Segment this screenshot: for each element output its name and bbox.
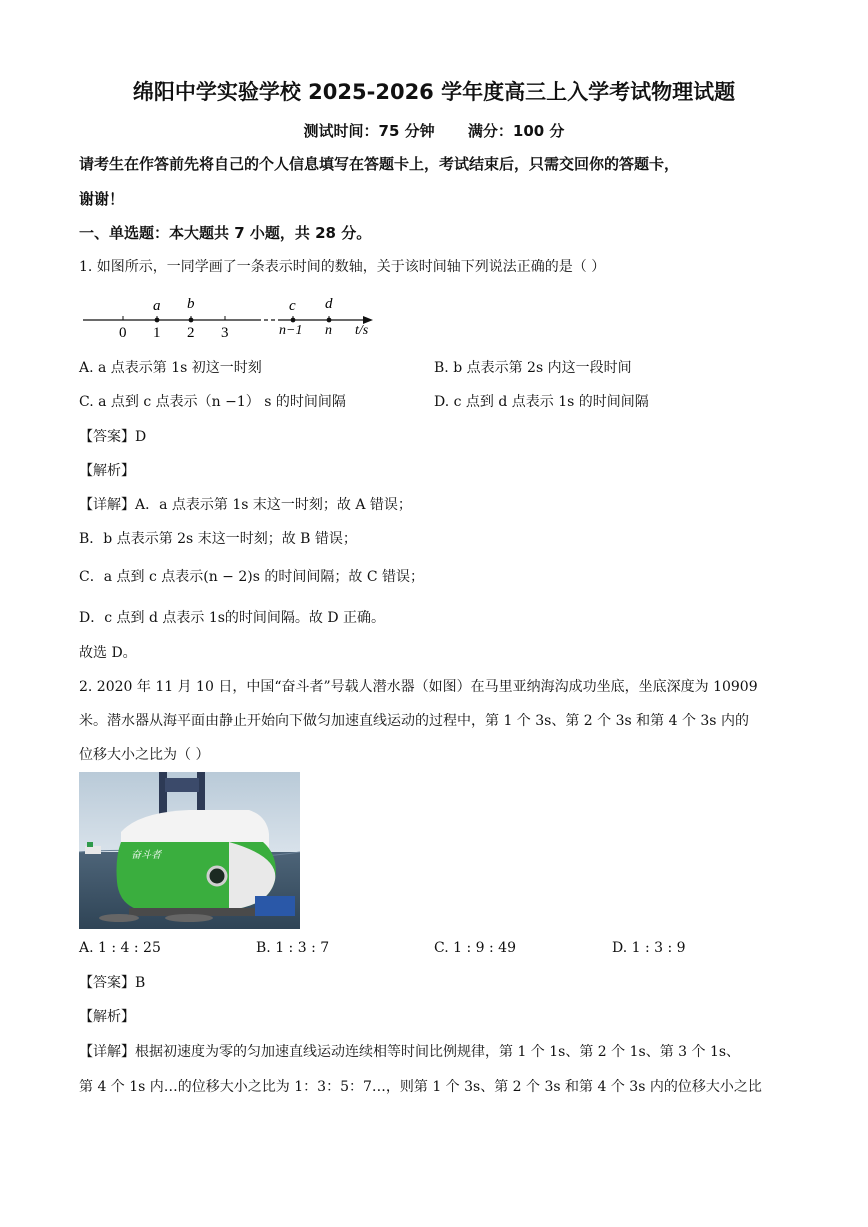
point-b <box>189 318 194 323</box>
notice-line-2: 谢谢！ <box>79 190 125 208</box>
sub-viewport <box>208 867 226 885</box>
exam-score: 满分：100 分 <box>467 122 565 140</box>
q2-stem-line-3: 位移大小之比为（ ） <box>79 747 210 763</box>
q2-option-b: B. 1 : 3 : 7 <box>256 940 330 956</box>
q1-detail-2: B．b 点表示第 2s 末这一时刻；故 B 错误； <box>79 531 357 547</box>
label-d: d <box>325 296 333 312</box>
q1-option-a: A. a 点表示第 1s 初这一时刻 <box>79 360 262 376</box>
label-a: a <box>153 298 161 314</box>
q2-detail-2: 第 4 个 1s 内…的位移大小之比为 1：3：5：7…，则第 1 个 3s、第 2 个 3s 和第 4 个 3s 内的位移大小之比 <box>79 1079 762 1095</box>
point-d <box>327 318 332 323</box>
distant-ship <box>85 846 101 854</box>
q1-analysis-label: 【解析】 <box>79 463 135 479</box>
exam-time: 测试时间：75 分钟 <box>303 122 435 140</box>
q2-option-a: A. 1 : 4 : 25 <box>79 940 161 956</box>
submersible-photo <box>79 772 300 929</box>
q1-detail-4: D．c 点到 d 点表示 1s的时间间隔。故 D 正确。 <box>79 610 386 626</box>
q1-answer: 【答案】D <box>79 429 147 445</box>
float-right <box>165 914 213 922</box>
sub-name-lettering: 奋斗者 <box>131 850 161 861</box>
q2-detail-1: 【详解】根据初速度为零的匀加速直线运动连续相等时间比例规律，第 1 个 1s、第 2 个 1s、第 3 个 1s、 <box>79 1044 741 1060</box>
q2-option-d: D. 1 : 3 : 9 <box>612 940 686 956</box>
equipment-box <box>255 896 295 916</box>
section-heading: 一、单选题：本大题共 7 小题，共 28 分。 <box>79 224 372 242</box>
q1-detail-1: 【详解】A．a 点表示第 1s 末这一时刻；故 A 错误； <box>79 497 412 513</box>
label-b: b <box>187 296 195 312</box>
point-a <box>155 318 160 323</box>
q1-option-c: C. a 点到 c 点表示（n −1） s 的时间间隔 <box>79 394 346 410</box>
point-c <box>291 318 296 323</box>
time-axis-figure <box>79 290 379 340</box>
tick-label-2: 2 <box>187 325 195 340</box>
tick-label-1: 1 <box>153 325 161 340</box>
exam-subtitle <box>0 120 868 141</box>
q2-stem-line-1: 2. 2020 年 11 月 10 日，中国“奋斗者”号载人潜水器（如图）在马里亚纳海沟成功坐底，坐底深度为 10909 <box>79 679 758 695</box>
q2-option-c: C. 1 : 9 : 49 <box>434 940 516 956</box>
q2-answer: 【答案】B <box>79 975 146 991</box>
tick-label-n-1: n−1 <box>279 323 303 338</box>
q1-detail-5: 故选 D。 <box>79 645 137 661</box>
q2-stem-line-2: 米。潜水器从海平面由静止开始向下做匀加速直线运动的过程中，第 1 个 3s、第 2 个 3s 和第 4 个 3s 内的 <box>79 713 749 729</box>
tick-label-n: n <box>325 323 332 338</box>
tick-label-3: 3 <box>221 325 229 340</box>
q1-option-b: B. b 点表示第 2s 内这一段时间 <box>434 360 632 376</box>
notice-line-1: 请考生在作答前先将自己的个人信息填写在答题卡上，考试结束后，只需交回你的答题卡， <box>79 155 680 173</box>
distant-ship-top <box>87 842 93 847</box>
q1-detail-3: C．a 点到 c 点表示(n − 2)s 的时间间隔；故 C 错误； <box>79 569 424 585</box>
q2-analysis-label: 【解析】 <box>79 1009 135 1025</box>
tick-label-0: 0 <box>119 325 127 340</box>
float-left <box>99 914 139 922</box>
q1-option-d: D. c 点到 d 点表示 1s 的时间间隔 <box>434 394 649 410</box>
q1-stem: 1. 如图所示，一同学画了一条表示时间的数轴，关于该时间轴下列说法正确的是（ ） <box>79 259 606 275</box>
axis-unit-label: t/s <box>355 323 369 338</box>
crane-frame <box>165 778 199 792</box>
exam-title: 绵阳中学实验学校 2025-2026 学年度高三上入学考试物理试题 <box>132 80 736 104</box>
label-c: c <box>289 298 296 314</box>
